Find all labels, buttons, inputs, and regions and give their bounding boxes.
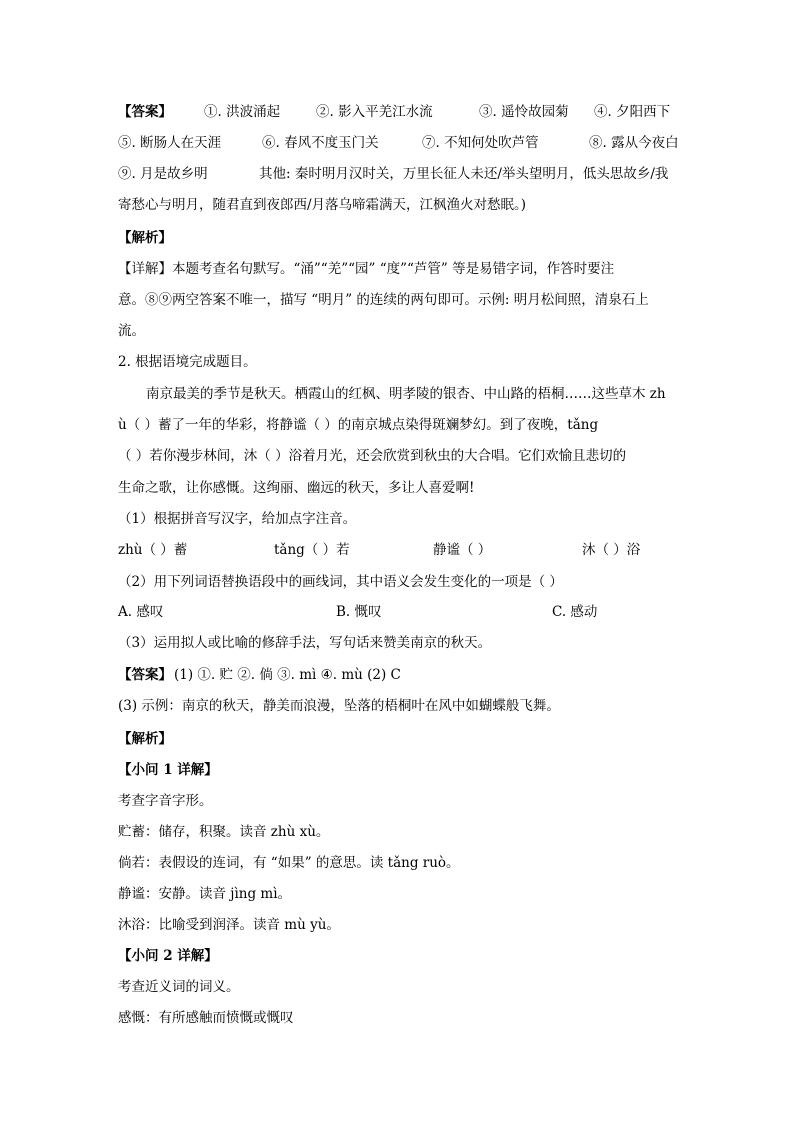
- analysis-label: 【解析】: [118, 731, 172, 747]
- answer-item: ⑧. 露从今夜白: [589, 135, 679, 151]
- answer-other-line: 寄愁心与明月，随君直到夜郎西/月落乌啼霜满天，江枫渔火对愁眠。): [118, 197, 527, 213]
- passage-line: （ ）若你漫步林间，沐（ ）浴着月光，还会欣赏到秋虫的大合唱。它们欢愉且悲切的: [118, 448, 627, 464]
- answer-item: ⑦. 不知何处吹芦管: [422, 135, 539, 151]
- passage-line: ù（ ）蓄了一年的华彩，将静谧（ ）的南京城点染得斑斓梦幻。到了夜晚，tǎng: [118, 417, 599, 433]
- answer-label: 【答案】: [118, 104, 172, 120]
- sub-question-2: （2）用下列词语替换语段中的画线词，其中语义会发生变化的一项是（ ）: [118, 574, 563, 590]
- sub-detail-intro: 考查近义词的词义。: [118, 979, 240, 995]
- analysis-label: 【解析】: [118, 230, 172, 246]
- blank-item: tǎng（ ）若: [274, 542, 350, 558]
- answer-item: ③. 遥怜故园菊: [479, 104, 569, 120]
- blank-item: 沐（ ）浴: [582, 542, 641, 558]
- answer-label: 【答案】: [118, 667, 172, 683]
- detail-line: 【详解】本题考查名句默写。“涌”“羌”“园” “度”“芦管” 等是易错字词，作答时要注: [118, 261, 615, 277]
- option-b: B. 慨叹: [336, 604, 382, 620]
- answer-item: ④. 夕阳西下: [594, 104, 671, 120]
- option-c: C. 感动: [552, 604, 598, 620]
- question-title: 2. 根据语境完成题目。: [118, 354, 257, 370]
- blank-item: zhù（ ）蓄: [118, 542, 188, 558]
- entry: 静谧：安静。读音 jìng mì。: [118, 886, 292, 902]
- entry: 感慨：有所感触而愤慨或慨叹: [118, 1010, 294, 1026]
- option-a: A. 感叹: [118, 604, 164, 620]
- sub-question-1: （1）根据拼音写汉字，给加点字注音。: [118, 511, 357, 527]
- blank-item: 静谧（ ）: [433, 542, 492, 558]
- answer-text: (1) ①. 贮 ②. 倘 ③. mì ④. mù (2) C: [174, 667, 401, 683]
- answer-item: ⑤. 断肠人在天涯: [118, 135, 222, 151]
- sub-detail-label: 【小问 2 详解】: [118, 948, 218, 964]
- passage-line: 南京最美的季节是秋天。栖霞山的红枫、明孝陵的银杏、中山路的梧桐……这些草木 zh: [146, 386, 666, 402]
- answer-item: ⑥. 春风不度玉门关: [262, 135, 379, 151]
- answer2-row-2: (3) 示例：南京的秋天，静美而浪漫，坠落的梧桐叶在风中如蝴蝶般飞舞。: [118, 698, 560, 714]
- entry: 沐浴：比喻受到润泽。读音 mù yù。: [118, 917, 340, 933]
- detail-line: 流。: [118, 323, 145, 339]
- entry: 倘若：表假设的连词，有 “如果” 的意思。读 tǎng ruò。: [118, 855, 460, 871]
- sub-detail-label: 【小问 1 详解】: [118, 762, 218, 778]
- entry: 贮蓄：储存，积聚。读音 zhù xù。: [118, 824, 330, 840]
- sub-detail-intro: 考查字音字形。: [118, 793, 213, 809]
- answer-item: ①. 洪波涌起: [204, 104, 281, 120]
- detail-line: 意。⑧⑨两空答案不唯一，描写 “明月” 的连续的两句即可。示例: 明月松间照，清泉石上: [118, 292, 649, 308]
- answer-other: 其他: 秦时明月汉时关，万里长征人未还/举头望明月，低头思故乡/我: [259, 166, 669, 182]
- passage-line: 生命之歌，让你感慨。这绚丽、幽远的秋天，多让人喜爱啊!: [118, 480, 475, 496]
- answer-item: ②. 影入平羌江水流: [316, 104, 433, 120]
- sub-question-3: （3）运用拟人或比喻的修辞手法，写句话来赞美南京的秋天。: [118, 635, 492, 651]
- answer-item: ⑨. 月是故乡明: [118, 166, 208, 182]
